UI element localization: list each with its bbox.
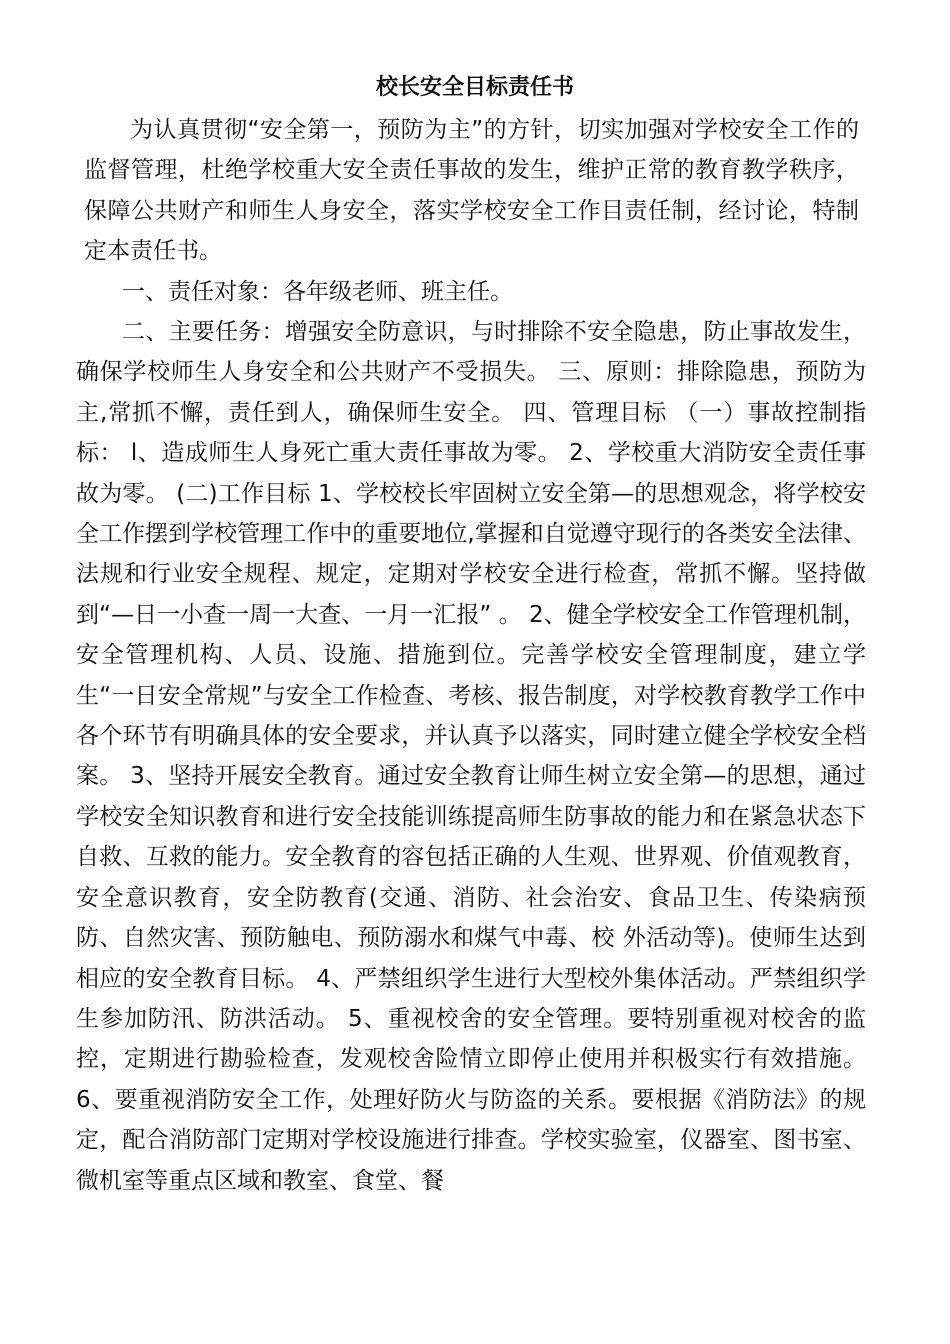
paragraph-main-tasks: 二、主要任务：增强安全防意识，与时排除不安全隐患，防止事故发生，确保学校师生人身安全和公共财产不受损失。 三、原则：排除隐患，预防为主,常抓不懈，责任到人，确保师生安全。 四、管理目标 （一）事故控制指标： l、造成师生人身死亡重大责任事故为零。 2、学校重大消防安全责任事故为零。 (二)工作目标 1、学校校长牢固树立安全第—的思想观念，将学校安全工作摆到学校管理工作中的重要地位,掌握和自觉遵守现行的各类安全法律、法规和行业安全规程、规定，定期对学校安全进行检查，常抓不懈。坚持做到“—日一小查一周一大查、一月一汇报” 。 2、健全学校安全工作管理机制，安全管理机构、人员、设施、措施到位。完善学校安全管理制度，建立学生“一日安全常规”与安全工作检查、考核、报告制度，对学校教育教学工作中各个环节有明确具体的安全要求，并认真予以落实，同时建立健全学校安全档案。 3、坚持开展安全教育。通过安全教育让师生树立安全第—的思想，通过学校安全知识教育和进行安全技能训练提高师生防事故的能力和在紧急状态下自救、互救的能力。安全教育的容包括正确的人生观、世界观、价值观教育，安全意识教育，安全防教育(交通、消防、社会治安、食品卫生、传染病预防、自然灾害、预防触电、预防溺水和煤气中毒、校 外活动等)。使师生达到相应的安全教育目标。 4、严禁组织学生进行大型校外集体活动。严禁组织学生参加防汛、防洪活动。 5、重视校舍的安全管理。要特别重视对校舍的监控，定期进行勘验检查，发观校舍险情立即停止使用并积极实行有效措施。 6、要重视消防安全工作，处理好防火与防盗的关系。要根据《消防法》的规定，配合消防部门定期对学校设施进行排查。学校实验室，仪器室、图书室、微机室等重点区域和教室、食堂、餐	[76, 319, 866, 1194]
paragraph-responsibility-target: 一、责任对象：各年级老师、班主任。	[122, 279, 513, 305]
paragraph-preamble: 为认真贯彻“安全第一，预防为主”的方针，切实加强对学校安全工作的监督管理，杜绝学校重大安全责任事故的发生，维护正常的教育教学秩序，保障公共财产和师生人身安全，落实学校安全工作目责任制，经讨论，特制定本责任书。	[84, 117, 859, 265]
document-title: 校长安全目标责任书	[375, 75, 574, 100]
